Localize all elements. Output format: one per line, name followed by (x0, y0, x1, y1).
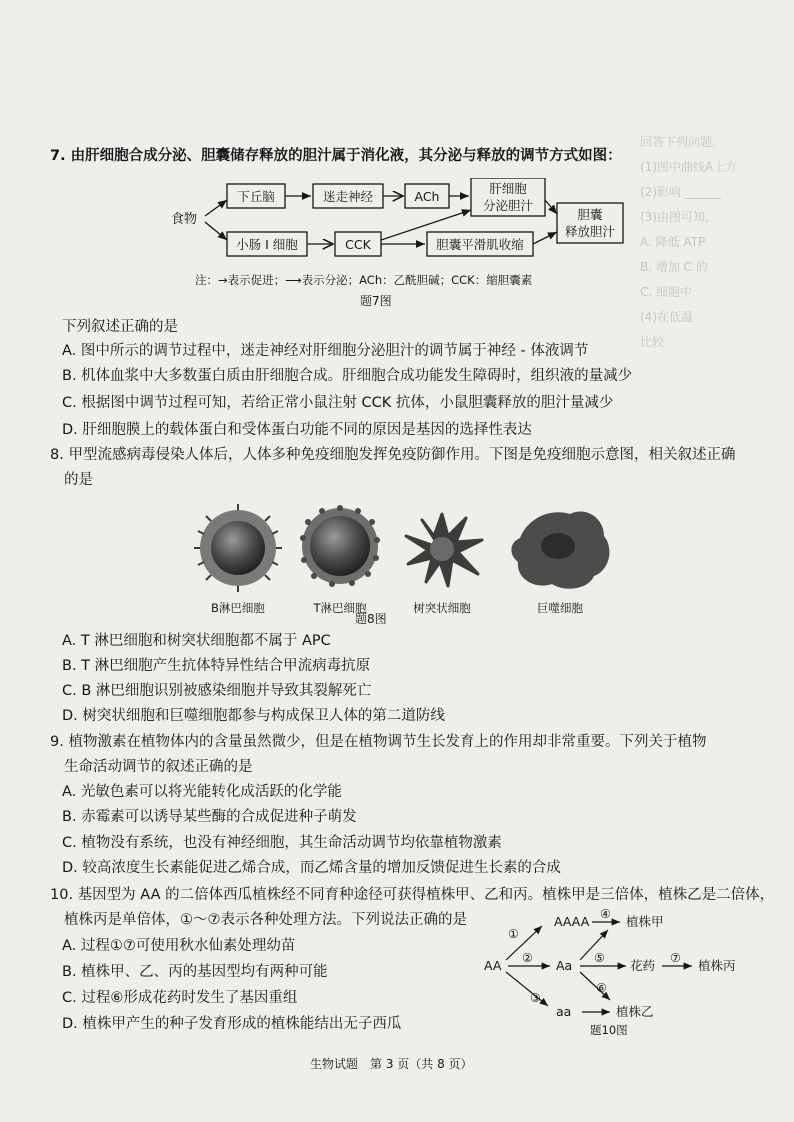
q9-stem-line1: 9. 植物激素在植物体内的含量虽然微少，但是在植物调节生长发育上的作用却非常重要。下列关于植物 (50, 734, 707, 750)
ach-label: ACh (414, 189, 440, 204)
liver-label-1: 肝细胞 (489, 181, 527, 196)
q8-option-a: A. T 淋巴细胞和树突状细胞都不属于 APC (62, 633, 331, 649)
q9-option-a: A. 光敏色素可以将光能转化成活跃的化学能 (62, 784, 342, 800)
aaaa-node: AAAA (554, 914, 590, 929)
q9-option-d: D. 较高浓度生长素能促进乙烯合成，而乙烯含量的增加反馈促进生长素的合成 (62, 860, 561, 876)
aa-recessive-node: aa (556, 1004, 572, 1019)
q8-caption: 题8图 (355, 612, 387, 626)
q10-option-c: C. 过程⑥形成花药时发生了基因重组 (62, 990, 298, 1006)
q7-stem: 7. 由肝细胞合成分泌、胆囊储存释放的胆汁属于消化液，其分泌与释放的调节方式如图： (50, 148, 622, 164)
q7-option-b: B. 机体血浆中大多数蛋白质由肝细胞合成。肝细胞合成功能发生障碍时，组织液的量减少 (62, 368, 633, 384)
aa-hetero-node: Aa (556, 958, 573, 973)
q7-option-d: D. 肝细胞膜上的载体蛋白和受体蛋白功能不同的原因是基因的选择性表达 (62, 422, 532, 438)
q8-option-c: C. B 淋巴细胞识别被感染细胞并导致其裂解死亡 (62, 683, 372, 699)
q7-caption: 题7图 (360, 294, 392, 308)
q8-stem-line1: 8. 甲型流感病毒侵染人体后，人体多种免疫细胞发挥免疫防御作用。下图是免疫细胞示意图，相关叙述正确 (50, 447, 736, 463)
step-4: ④ (600, 908, 611, 921)
breeding-pathway-diagram (480, 908, 760, 1038)
gallbladder-muscle-label: 胆囊平滑肌收缩 (436, 237, 524, 252)
aa-start: AA (484, 958, 502, 973)
dendritic-cell-label: 树突状细胞 (413, 601, 471, 615)
step-2: ② (522, 951, 533, 965)
t-cell-label: T淋巴细胞 (313, 601, 367, 615)
q8-option-d: D. 树突状细胞和巨噬细胞都参与构成保卫人体的第二道防线 (62, 708, 445, 724)
b-cell-label: B淋巴细胞 (211, 601, 265, 615)
q7-option-c: C. 根据图中调节过程可知，若给正常小鼠注射 CCK 抗体，小鼠胆囊释放的胆汁量减少 (62, 395, 614, 411)
step-6: ⑥ (596, 981, 607, 995)
gallbladder-label-2: 释放胆汁 (564, 224, 616, 239)
liver-label-2: 分泌胆汁 (482, 198, 534, 213)
q8-option-b: B. T 淋巴细胞产生抗体特异性结合甲流病毒抗原 (62, 658, 371, 674)
b-lymphocyte-image (194, 504, 282, 592)
q10-stem-line2: 植株丙是单倍体，①～⑦表示各种处理方法。下列说法正确的是 (64, 912, 467, 928)
q10-caption: 题10图 (590, 1023, 628, 1037)
q9-option-c: C. 植物没有系统，也没有神经细胞，其生命活动调节均依靠植物激素 (62, 835, 502, 851)
hypothalamus-label: 下丘脑 (237, 189, 275, 204)
macrophage-label: 巨噬细胞 (537, 601, 583, 615)
page-footer: 生物试题 第 3 页（共 8 页） (310, 1057, 473, 1071)
food-label: 食物 (171, 212, 198, 227)
vagus-nerve-label: 迷走神经 (322, 189, 374, 204)
q7-note: 注：→表示促进；⟶表示分泌；ACh：乙酰胆碱；CCK：缩胆囊素 (195, 273, 533, 287)
macrophage-image (511, 511, 609, 588)
q9-option-b: B. 赤霉素可以诱导某些酶的合成促进种子萌发 (62, 809, 357, 825)
step-7: ⑦ (670, 951, 681, 965)
intestine-cell-label: 小肠 I 细胞 (236, 237, 298, 252)
q10-option-a: A. 过程①⑦可使用秋水仙素处理幼苗 (62, 938, 296, 954)
q7-option-a: A. 图中所示的调节过程中，迷走神经对肝细胞分泌胆汁的调节属于神经 - 体液调节 (62, 343, 589, 359)
q7-regulation-diagram (165, 178, 655, 293)
q7-prompt: 下列叙述正确的是 (62, 319, 178, 335)
q8-stem-line2: 的是 (64, 472, 93, 488)
anther-node: 花药 (630, 958, 656, 973)
plant-bing: 植株丙 (698, 958, 736, 973)
step-3: ③ (530, 991, 541, 1005)
q9-stem-line2: 生命活动调节的叙述正确的是 (64, 759, 253, 775)
immune-cells-figure (190, 500, 620, 620)
cck-label: CCK (345, 237, 371, 252)
q10-option-d: D. 植株甲产生的种子发育形成的植株能结出无子西瓜 (62, 1016, 402, 1032)
q10-option-b: B. 植株甲、乙、丙的基因型均有两种可能 (62, 964, 328, 980)
plant-yi: 植株乙 (616, 1004, 654, 1019)
plant-jia: 植株甲 (626, 914, 664, 929)
step-5: ⑤ (594, 951, 605, 965)
step-1: ① (508, 927, 519, 941)
bleed-through-text: 回答下列问题。 (1)图中曲线A上方 (2)影响 ______ (3)由图可知， A. 降低 ATP B. 增加 C 的 C. 细胞中 (4)在低温 比较 (640, 135, 738, 349)
q10-stem-line1: 10. 基因型为 AA 的二倍体西瓜植株经不同育种途径可获得植株甲、乙和丙。植株甲是三倍体，植株乙是二倍体， (50, 887, 775, 903)
dendritic-cell-image (406, 514, 482, 586)
gallbladder-label-1: 胆囊 (577, 207, 603, 222)
t-lymphocyte-image (300, 505, 380, 587)
